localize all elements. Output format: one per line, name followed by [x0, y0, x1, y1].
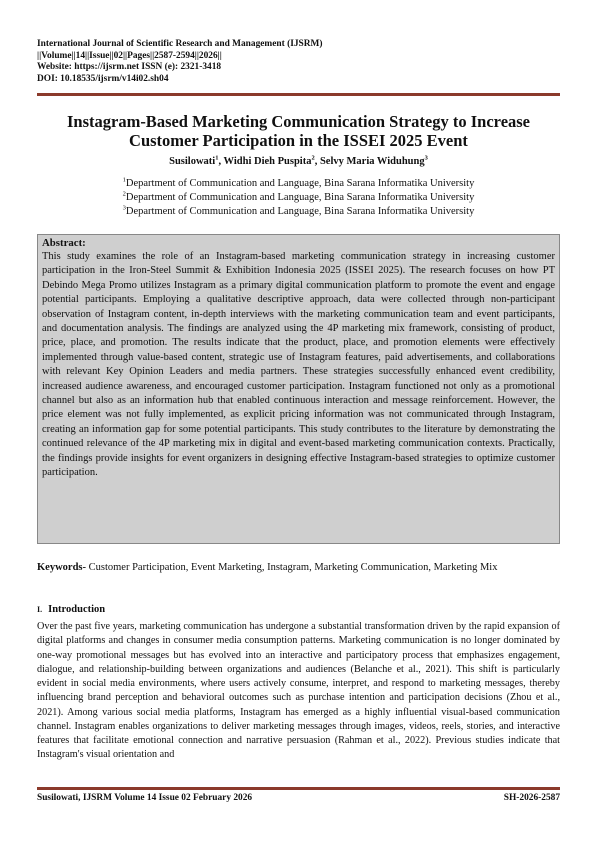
author-1: Susilowati$^1$, [169, 154, 224, 167]
doi: DOI: 10.18535/ijsrm/v14i02.sh04 [37, 73, 169, 84]
affiliation-1: $^1$Department of Communication and Language, Bina Sarana Informatika University [122, 176, 475, 189]
affiliation-list [37, 177, 560, 219]
keywords-label: Keywords- [37, 562, 86, 573]
section-heading-introduction [37, 604, 105, 615]
volume-info: ||Volume||14||Issue||02||Pages||2587-2594||2026|| [37, 50, 222, 61]
journal-website: Website: https://ijsrm.net ISSN (e): 2321-3418 [37, 62, 222, 73]
footer-page-id: SH-2026-2587 [503, 793, 560, 803]
title-line-2: Customer Participation in the ISSEI 2025 Event [129, 131, 468, 150]
affiliation-3: $^3$Department of Communication and Language, Bina Sarana Informatika University [122, 204, 475, 217]
abstract-box [37, 234, 560, 544]
author-list [37, 156, 560, 167]
introduction-paragraph: Over the past five years, marketing communication has undergone a substantial transformation driven by the rapid expansion of digital platforms and changes in consumer media consumption patterns. Marketing communication is no longer dominated by one-way promotional messages but has evolved into an interactive and participatory process that emphasizes engagement, dialogue, and relationship-building between organizations and audiences (Belanche et al., 2021). This shift is particularly evident in social media environments, where users actively consume, interpret, and respond to marketing messages, thereby influencing brand perception and behavioral outcomes such as purchase intention and participation decisions (Zhou et al., 2021). Among various social media platforms, Instagram has emerged as a highly influential visual-based communication channel. Instagram enables organizations to deliver marketing messages through images, videos, reels, stories, and interactive features that facilitate emotional connection and narrative persuasion (Rahman et al., 2022). Previous studies indicate that Instagram's visual orientation and [37, 621, 560, 761]
journal-name: International Journal of Scientific Research and Management (IJSRM) [37, 39, 323, 49]
section-title: Introduction [48, 604, 106, 615]
paper-title [37, 112, 560, 150]
author-3: Selvy Maria Widuhung$^3$ [319, 154, 428, 167]
abstract-text: This study examines the role of an Instagram-based marketing communication strategy in increasing customer participation in the Iron-Steel Summit & Exhibition Indonesia 2025 (ISSEI 2025). The research focuses on how PT Debindo Mega Promo utilizes Instagram as a primary digital communication platform to promote the event and engage potential participants. Employing a qualitative descriptive approach, data were collected through non-participant observation of Instagram content, in-depth interviews with the marketing communication team and event participants, and documentation analysis. The findings are analyzed using the 4P marketing mix framework, consisting of product, price, place, and promotion. The results indicate that the product, place, and promotion elements were effectively implemented through value-based content, strategic use of Instagram features, paid advertisements, and collaborations with relevant Key Opinion Leaders and media partners. These strategies successfully enhanced event credibility, increased audience awareness, and encouraged customer participation. Instagram functioned not only as a promotional channel but also as an information hub that enabled continuous interaction and message reinforcement. However, the price element was not fully implemented, as explicit pricing information was not communicated through Instagram, creating an information gap for some potential participants. This study contributes to the literature by demonstrating the continued relevance of the 4P marketing mix in digital and event-based marketing communication contexts. Practically, the findings provide insights for event organizers in designing effective Instagram-based strategies to optimize customer participation. [42, 251, 555, 479]
footer-citation: Susilowati, IJSRM Volume 14 Issue 02 February 2026 [37, 793, 253, 803]
keywords [37, 561, 560, 575]
header-rule [37, 93, 560, 96]
title-line-1: Instagram-Based Marketing Communication Strategy to Increase [66, 112, 531, 131]
footer-rule [37, 787, 560, 790]
section-number: I. [37, 605, 43, 614]
journal-header [37, 39, 560, 85]
abstract-heading: Abstract: [42, 237, 86, 249]
keywords-text: Customer Participation, Event Marketing, Instagram, Marketing Communication, Marketing Mix [86, 562, 498, 573]
author-2: Widhi Dieh Puspita$^2$, [223, 154, 320, 167]
affiliation-2: $^2$Department of Communication and Language, Bina Sarana Informatika University [122, 190, 475, 203]
